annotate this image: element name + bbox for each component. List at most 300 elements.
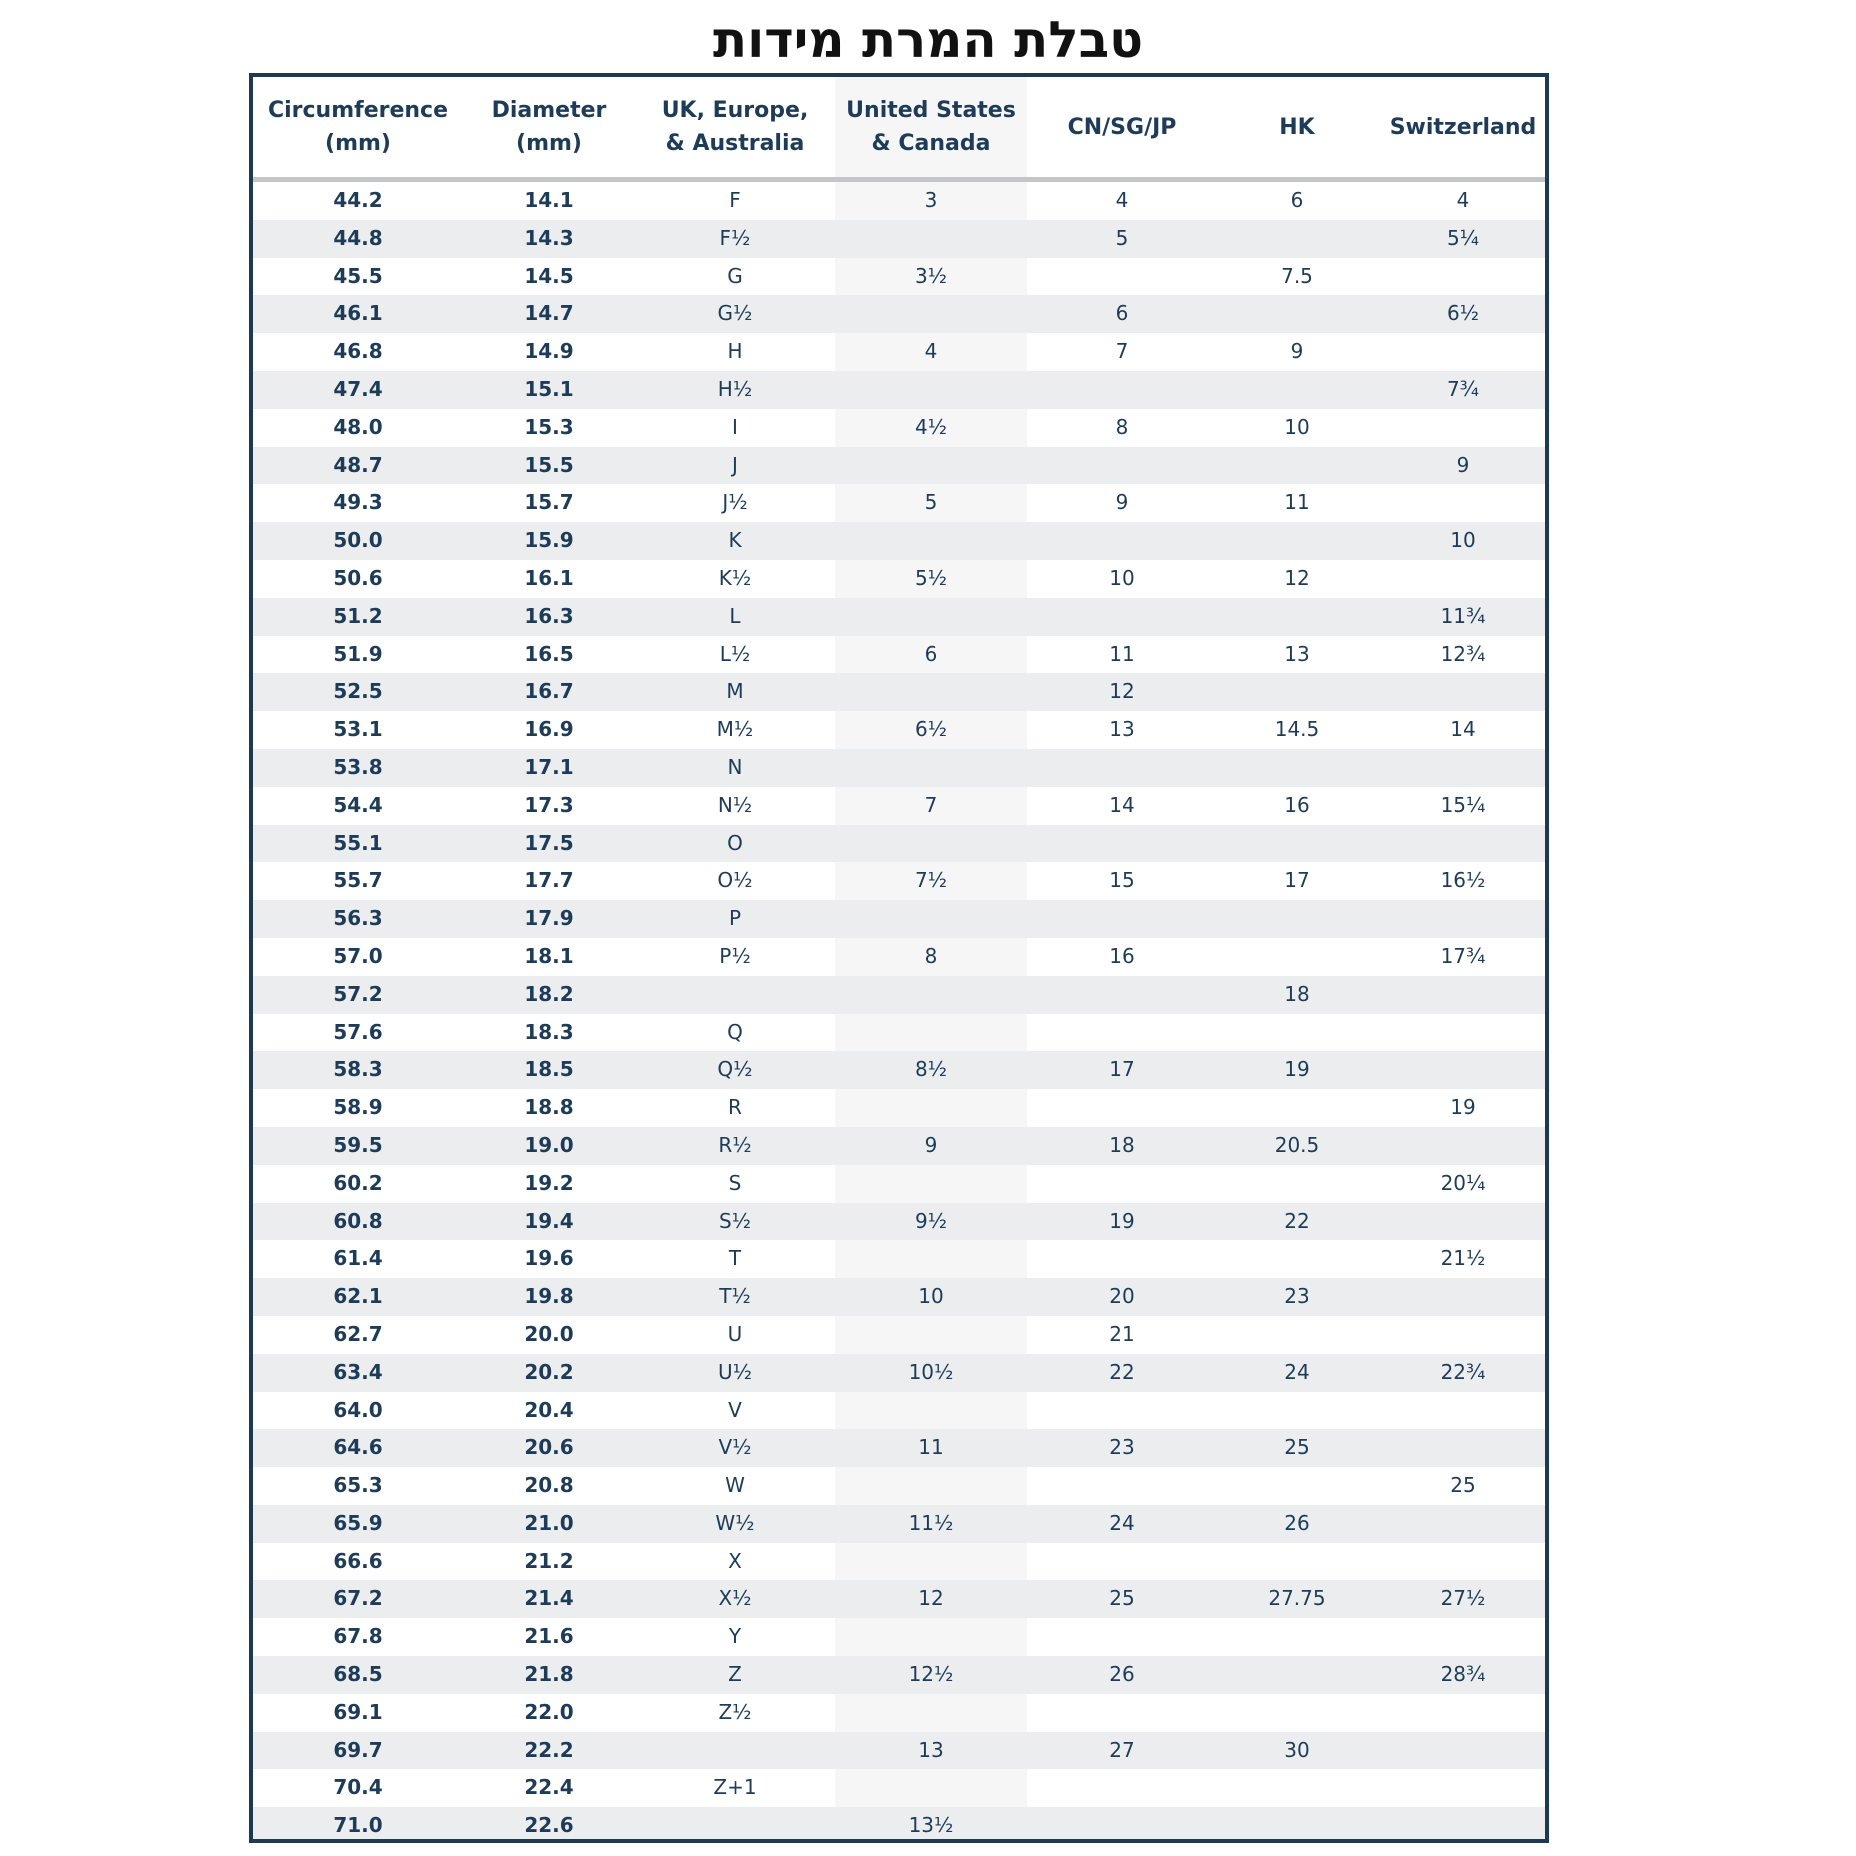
cell-col-diameter: 14.7 <box>524 301 574 326</box>
cell-col-circumference: 55.7 <box>333 868 383 893</box>
cell-col-hk <box>1217 1618 1377 1656</box>
header-col-circumference: Circumference (mm) <box>267 98 449 156</box>
cell-col-uk-europe-australia: M <box>726 679 744 704</box>
table-row <box>253 673 1545 711</box>
table-row <box>253 182 1545 220</box>
cell-col-hk <box>1217 900 1377 938</box>
cell-col-uk-europe-australia: S <box>728 1170 742 1195</box>
cell-col-cn-sg-jp: 17 <box>1109 1057 1135 1082</box>
cell-col-hk: 16 <box>1284 792 1310 817</box>
cell-col-diameter: 20.8 <box>524 1473 574 1498</box>
cell-col-hk <box>1217 1656 1377 1694</box>
cell-col-switzerland: 11¾ <box>1440 603 1486 628</box>
cell-col-switzerland <box>1377 1732 1549 1770</box>
cell-col-circumference: 65.9 <box>333 1510 383 1535</box>
cell-col-circumference: 48.7 <box>333 452 383 477</box>
cell-col-diameter: 16.1 <box>524 565 574 590</box>
cell-col-switzerland: 22¾ <box>1440 1359 1486 1384</box>
cell-col-uk-europe-australia: K½ <box>718 565 752 590</box>
table-row <box>253 1127 1545 1165</box>
cell-col-uk-europe-australia: U½ <box>717 1359 753 1384</box>
cell-col-us-canada <box>835 825 1027 863</box>
cell-col-diameter: 17.7 <box>524 868 574 893</box>
cell-col-circumference: 69.7 <box>333 1737 383 1762</box>
cell-col-diameter: 15.7 <box>524 490 574 515</box>
cell-col-circumference: 53.1 <box>333 717 383 742</box>
cell-col-circumference: 48.0 <box>333 414 383 439</box>
cell-col-switzerland <box>1377 1392 1549 1430</box>
cell-col-uk-europe-australia: G½ <box>717 301 753 326</box>
cell-col-switzerland <box>1377 258 1549 296</box>
table-row <box>253 1732 1545 1770</box>
cell-col-us-canada <box>835 1240 1027 1278</box>
cell-col-switzerland <box>1377 1127 1549 1165</box>
cell-col-switzerland <box>1377 1618 1549 1656</box>
cell-col-us-canada <box>835 1467 1027 1505</box>
table-row <box>253 447 1545 485</box>
cell-col-diameter: 20.6 <box>524 1435 574 1460</box>
cell-col-circumference: 55.1 <box>333 830 383 855</box>
cell-col-cn-sg-jp <box>1027 598 1217 636</box>
cell-col-switzerland: 28¾ <box>1440 1662 1486 1687</box>
cell-col-diameter: 20.0 <box>524 1321 574 1346</box>
cell-col-cn-sg-jp <box>1027 749 1217 787</box>
cell-col-hk: 19 <box>1284 1057 1310 1082</box>
cell-col-hk: 10 <box>1284 414 1310 439</box>
cell-col-switzerland <box>1377 900 1549 938</box>
cell-col-circumference: 63.4 <box>333 1359 383 1384</box>
cell-col-hk <box>1217 1165 1377 1203</box>
table-row <box>253 1354 1545 1392</box>
table-row <box>253 1203 1545 1241</box>
cell-col-hk <box>1217 1240 1377 1278</box>
cell-col-uk-europe-australia: O <box>727 830 743 855</box>
cell-col-uk-europe-australia: K <box>728 528 742 553</box>
cell-col-diameter: 21.0 <box>524 1510 574 1535</box>
cell-col-us-canada: 4½ <box>914 414 948 439</box>
cell-col-cn-sg-jp: 6 <box>1115 301 1129 326</box>
cell-col-hk: 22 <box>1284 1208 1310 1233</box>
cell-col-uk-europe-australia: H½ <box>717 376 753 401</box>
table-row <box>253 1392 1545 1430</box>
cell-col-us-canada <box>835 598 1027 636</box>
cell-col-cn-sg-jp <box>1027 1240 1217 1278</box>
cell-col-switzerland <box>1377 1769 1549 1807</box>
cell-col-circumference: 62.1 <box>333 1284 383 1309</box>
cell-col-switzerland: 7¾ <box>1446 376 1480 401</box>
cell-col-diameter: 22.2 <box>524 1737 574 1762</box>
cell-col-uk-europe-australia: W½ <box>715 1510 755 1535</box>
cell-col-cn-sg-jp <box>1027 447 1217 485</box>
cell-col-uk-europe-australia: P <box>728 906 742 931</box>
cell-col-hk: 13 <box>1284 641 1310 666</box>
cell-col-uk-europe-australia <box>635 1732 835 1770</box>
cell-col-diameter: 14.3 <box>524 225 574 250</box>
cell-col-diameter: 15.5 <box>524 452 574 477</box>
cell-col-diameter: 17.1 <box>524 754 574 779</box>
cell-col-uk-europe-australia: N½ <box>717 792 753 817</box>
cell-col-cn-sg-jp: 7 <box>1115 339 1129 364</box>
cell-col-hk: 17 <box>1284 868 1310 893</box>
cell-col-switzerland: 5¼ <box>1446 225 1480 250</box>
cell-col-diameter: 22.0 <box>524 1699 574 1724</box>
cell-col-us-canada: 9 <box>924 1132 938 1157</box>
cell-col-cn-sg-jp <box>1027 1467 1217 1505</box>
cell-col-hk <box>1217 1807 1377 1843</box>
cell-col-cn-sg-jp <box>1027 1769 1217 1807</box>
cell-col-uk-europe-australia: T½ <box>719 1284 751 1309</box>
cell-col-cn-sg-jp: 22 <box>1109 1359 1135 1384</box>
cell-col-us-canada: 6½ <box>914 717 948 742</box>
cell-col-uk-europe-australia: H <box>727 339 743 364</box>
cell-col-switzerland: 16½ <box>1440 868 1486 893</box>
cell-col-circumference: 53.8 <box>333 754 383 779</box>
table-row <box>253 560 1545 598</box>
cell-col-uk-europe-australia: M½ <box>716 717 754 742</box>
cell-col-diameter: 14.9 <box>524 339 574 364</box>
cell-col-switzerland: 10 <box>1450 528 1476 553</box>
cell-col-uk-europe-australia: T <box>728 1246 742 1271</box>
cell-col-us-canada <box>835 1165 1027 1203</box>
cell-col-cn-sg-jp <box>1027 825 1217 863</box>
cell-col-cn-sg-jp: 20 <box>1109 1284 1135 1309</box>
cell-col-us-canada <box>835 749 1027 787</box>
table-row <box>253 333 1545 371</box>
cell-col-circumference: 58.9 <box>333 1095 383 1120</box>
cell-col-uk-europe-australia: Q <box>727 1019 743 1044</box>
cell-col-uk-europe-australia: U <box>727 1321 743 1346</box>
cell-col-us-canada: 3½ <box>914 263 948 288</box>
cell-col-cn-sg-jp <box>1027 258 1217 296</box>
cell-col-us-canada <box>835 1089 1027 1127</box>
cell-col-hk: 11 <box>1284 490 1310 515</box>
cell-col-cn-sg-jp <box>1027 1543 1217 1581</box>
cell-col-circumference: 66.6 <box>333 1548 383 1573</box>
cell-col-hk <box>1217 598 1377 636</box>
cell-col-diameter: 19.8 <box>524 1284 574 1309</box>
cell-col-us-canada <box>835 371 1027 409</box>
table-row <box>253 371 1545 409</box>
table-row <box>253 1316 1545 1354</box>
cell-col-hk: 26 <box>1284 1510 1310 1535</box>
cell-col-switzerland: 4 <box>1456 188 1470 212</box>
table-row <box>253 1694 1545 1732</box>
cell-col-circumference: 69.1 <box>333 1699 383 1724</box>
cell-col-circumference: 68.5 <box>333 1662 383 1687</box>
table-row <box>253 258 1545 296</box>
table-row <box>253 1240 1545 1278</box>
header-col-cn-sg-jp: CN/SG/JP <box>1067 114 1177 140</box>
cell-col-uk-europe-australia <box>635 1807 835 1843</box>
cell-col-circumference: 60.8 <box>333 1208 383 1233</box>
cell-col-circumference: 54.4 <box>333 792 383 817</box>
table-row <box>253 900 1545 938</box>
cell-col-circumference: 45.5 <box>333 263 383 288</box>
cell-col-circumference: 59.5 <box>333 1132 383 1157</box>
cell-col-diameter: 18.8 <box>524 1095 574 1120</box>
cell-col-circumference: 44.2 <box>333 188 383 212</box>
table-row <box>253 409 1545 447</box>
cell-col-uk-europe-australia: V <box>728 1397 742 1422</box>
cell-col-switzerland: 27½ <box>1440 1586 1486 1611</box>
cell-col-diameter: 18.3 <box>524 1019 574 1044</box>
cell-col-us-canada <box>835 1618 1027 1656</box>
cell-col-hk: 14.5 <box>1274 717 1320 742</box>
cell-col-hk <box>1217 1392 1377 1430</box>
cell-col-uk-europe-australia: I <box>732 414 738 439</box>
cell-col-hk <box>1217 938 1377 976</box>
cell-col-switzerland: 6½ <box>1446 301 1480 326</box>
cell-col-circumference: 46.1 <box>333 301 383 326</box>
cell-col-uk-europe-australia: Z+1 <box>713 1775 757 1800</box>
cell-col-cn-sg-jp <box>1027 522 1217 560</box>
cell-col-us-canada: 7½ <box>914 868 948 893</box>
cell-col-cn-sg-jp <box>1027 976 1217 1014</box>
cell-col-us-canada: 5 <box>924 490 938 515</box>
cell-col-cn-sg-jp: 4 <box>1115 188 1129 212</box>
table-row <box>253 1429 1545 1467</box>
cell-col-circumference: 49.3 <box>333 490 383 515</box>
cell-col-switzerland: 25 <box>1450 1473 1476 1498</box>
cell-col-uk-europe-australia: O½ <box>717 868 753 893</box>
cell-col-diameter: 16.7 <box>524 679 574 704</box>
cell-col-hk: 24 <box>1284 1359 1310 1384</box>
cell-col-switzerland <box>1377 1694 1549 1732</box>
cell-col-diameter: 19.6 <box>524 1246 574 1271</box>
cell-col-hk <box>1217 1769 1377 1807</box>
cell-col-uk-europe-australia: S½ <box>718 1208 752 1233</box>
cell-col-cn-sg-jp <box>1027 1392 1217 1430</box>
cell-col-hk: 25 <box>1284 1435 1310 1460</box>
header-col-us-canada: United States & Canada <box>846 98 1016 156</box>
table-row <box>253 1014 1545 1052</box>
cell-col-hk: 12 <box>1284 565 1310 590</box>
cell-col-circumference: 71.0 <box>333 1813 383 1838</box>
cell-col-switzerland <box>1377 1505 1549 1543</box>
cell-col-hk: 27.75 <box>1268 1586 1326 1611</box>
header-col-switzerland: Switzerland <box>1389 114 1537 140</box>
cell-col-hk <box>1217 522 1377 560</box>
cell-col-switzerland <box>1377 1429 1549 1467</box>
cell-col-uk-europe-australia: X½ <box>718 1586 752 1611</box>
cell-col-uk-europe-australia: R½ <box>718 1132 752 1157</box>
cell-col-uk-europe-australia: G <box>727 263 743 288</box>
cell-col-switzerland: 12¾ <box>1440 641 1486 666</box>
cell-col-uk-europe-australia: Z½ <box>718 1699 752 1724</box>
cell-col-cn-sg-jp: 27 <box>1109 1737 1135 1762</box>
cell-col-cn-sg-jp <box>1027 1089 1217 1127</box>
cell-col-hk: 23 <box>1284 1284 1310 1309</box>
cell-col-circumference: 56.3 <box>333 906 383 931</box>
cell-col-cn-sg-jp: 15 <box>1109 868 1135 893</box>
table-row <box>253 1543 1545 1581</box>
cell-col-uk-europe-australia: L½ <box>719 641 751 666</box>
cell-col-hk: 9 <box>1290 339 1304 364</box>
table-row <box>253 1505 1545 1543</box>
table-row <box>253 1051 1545 1089</box>
table-row <box>253 1618 1545 1656</box>
table-body <box>253 182 1545 1843</box>
cell-col-cn-sg-jp: 14 <box>1109 792 1135 817</box>
cell-col-us-canada: 6 <box>924 641 938 666</box>
cell-col-diameter: 21.8 <box>524 1662 574 1687</box>
cell-col-hk <box>1217 1467 1377 1505</box>
cell-col-diameter: 14.1 <box>524 188 574 212</box>
cell-col-diameter: 20.4 <box>524 1397 574 1422</box>
cell-col-cn-sg-jp: 13 <box>1109 717 1135 742</box>
cell-col-circumference: 57.0 <box>333 943 383 968</box>
cell-col-us-canada <box>835 220 1027 258</box>
cell-col-circumference: 62.7 <box>333 1321 383 1346</box>
cell-col-us-canada <box>835 1316 1027 1354</box>
cell-col-us-canada: 3 <box>924 188 938 212</box>
cell-col-circumference: 52.5 <box>333 679 383 704</box>
cell-col-uk-europe-australia: Y <box>728 1624 742 1649</box>
cell-col-cn-sg-jp: 8 <box>1115 414 1129 439</box>
table-row <box>253 295 1545 333</box>
table-row <box>253 598 1545 636</box>
cell-col-diameter: 15.9 <box>524 528 574 553</box>
table-row <box>253 522 1545 560</box>
cell-col-us-canada: 9½ <box>914 1208 948 1233</box>
cell-col-us-canada <box>835 976 1027 1014</box>
cell-col-us-canada: 8½ <box>914 1057 948 1082</box>
cell-col-uk-europe-australia: J½ <box>722 490 748 515</box>
cell-col-us-canada <box>835 1392 1027 1430</box>
cell-col-diameter: 21.6 <box>524 1624 574 1649</box>
cell-col-cn-sg-jp: 16 <box>1109 943 1135 968</box>
cell-col-hk <box>1217 1316 1377 1354</box>
cell-col-switzerland <box>1377 1807 1549 1843</box>
cell-col-cn-sg-jp <box>1027 1618 1217 1656</box>
cell-col-cn-sg-jp: 11 <box>1109 641 1135 666</box>
cell-col-cn-sg-jp <box>1027 1165 1217 1203</box>
cell-col-us-canada <box>835 1014 1027 1052</box>
cell-col-switzerland: 21½ <box>1440 1246 1486 1271</box>
cell-col-cn-sg-jp: 23 <box>1109 1435 1135 1460</box>
cell-col-circumference: 64.0 <box>333 1397 383 1422</box>
page-title: טבלת המרת מידות <box>712 11 1144 69</box>
cell-col-us-canada: 7 <box>924 792 938 817</box>
cell-col-hk: 30 <box>1284 1737 1310 1762</box>
table-row <box>253 1580 1545 1618</box>
cell-col-switzerland: 14 <box>1450 717 1476 742</box>
cell-col-switzerland: 9 <box>1456 452 1470 477</box>
cell-col-uk-europe-australia: J <box>732 452 738 477</box>
table-row <box>253 1807 1545 1843</box>
table-row <box>253 711 1545 749</box>
table-row <box>253 938 1545 976</box>
table-row <box>253 1656 1545 1694</box>
cell-col-us-canada: 12 <box>918 1586 944 1611</box>
cell-col-us-canada: 12½ <box>908 1662 954 1687</box>
cell-col-cn-sg-jp <box>1027 1807 1217 1843</box>
table-row <box>253 825 1545 863</box>
cell-col-circumference: 46.8 <box>333 339 383 364</box>
cell-col-cn-sg-jp: 19 <box>1109 1208 1135 1233</box>
cell-col-us-canada <box>835 900 1027 938</box>
cell-col-uk-europe-australia: N <box>727 754 743 779</box>
cell-col-hk <box>1217 371 1377 409</box>
cell-col-switzerland <box>1377 560 1549 598</box>
cell-col-cn-sg-jp <box>1027 1014 1217 1052</box>
cell-col-hk <box>1217 1014 1377 1052</box>
cell-col-us-canada: 11½ <box>908 1510 954 1535</box>
cell-col-switzerland <box>1377 409 1549 447</box>
header-col-uk-europe-australia: UK, Europe, & Australia <box>661 98 809 156</box>
cell-col-diameter: 18.5 <box>524 1057 574 1082</box>
cell-col-us-canada: 8 <box>924 943 938 968</box>
cell-col-diameter: 17.5 <box>524 830 574 855</box>
cell-col-us-canada: 5½ <box>914 565 948 590</box>
cell-col-diameter: 22.4 <box>524 1775 574 1800</box>
cell-col-uk-europe-australia: F <box>729 188 741 212</box>
cell-col-us-canada <box>835 447 1027 485</box>
header-col-diameter: Diameter (mm) <box>491 98 607 156</box>
cell-col-circumference: 57.2 <box>333 981 383 1006</box>
cell-col-uk-europe-australia: Q½ <box>717 1057 753 1082</box>
table-row <box>253 1769 1545 1807</box>
cell-col-us-canada: 10 <box>918 1284 944 1309</box>
cell-col-cn-sg-jp: 9 <box>1115 490 1129 515</box>
size-conversion-table <box>249 73 1549 1843</box>
cell-col-diameter: 16.5 <box>524 641 574 666</box>
table-row <box>253 1165 1545 1203</box>
cell-col-hk: 7.5 <box>1281 263 1313 288</box>
cell-col-cn-sg-jp <box>1027 371 1217 409</box>
table-row <box>253 749 1545 787</box>
cell-col-uk-europe-australia <box>635 976 835 1014</box>
cell-col-circumference: 67.2 <box>333 1586 383 1611</box>
cell-col-diameter: 19.4 <box>524 1208 574 1233</box>
cell-col-us-canada <box>835 1543 1027 1581</box>
cell-col-circumference: 57.6 <box>333 1019 383 1044</box>
cell-col-uk-europe-australia: L <box>729 603 741 628</box>
table-row <box>253 976 1545 1014</box>
cell-col-switzerland <box>1377 1278 1549 1316</box>
cell-col-circumference: 50.6 <box>333 565 383 590</box>
cell-col-uk-europe-australia: R <box>728 1095 742 1120</box>
cell-col-hk <box>1217 295 1377 333</box>
cell-col-switzerland: 17¾ <box>1440 943 1486 968</box>
cell-col-cn-sg-jp <box>1027 1694 1217 1732</box>
cell-col-uk-europe-australia: P½ <box>719 943 751 968</box>
cell-col-cn-sg-jp: 21 <box>1109 1321 1135 1346</box>
cell-col-diameter: 15.3 <box>524 414 574 439</box>
cell-col-circumference: 65.3 <box>333 1473 383 1498</box>
cell-col-cn-sg-jp: 12 <box>1109 679 1135 704</box>
cell-col-cn-sg-jp: 5 <box>1115 225 1129 250</box>
cell-col-diameter: 14.5 <box>524 263 574 288</box>
cell-col-switzerland <box>1377 333 1549 371</box>
cell-col-circumference: 67.8 <box>333 1624 383 1649</box>
cell-col-switzerland <box>1377 1014 1549 1052</box>
cell-col-us-canada <box>835 673 1027 711</box>
cell-col-hk: 20.5 <box>1274 1132 1320 1157</box>
cell-col-cn-sg-jp: 24 <box>1109 1510 1135 1535</box>
cell-col-cn-sg-jp: 26 <box>1109 1662 1135 1687</box>
cell-col-diameter: 21.2 <box>524 1548 574 1573</box>
cell-col-switzerland: 20¼ <box>1440 1170 1486 1195</box>
cell-col-us-canada <box>835 522 1027 560</box>
cell-col-circumference: 51.2 <box>333 603 383 628</box>
cell-col-cn-sg-jp <box>1027 900 1217 938</box>
cell-col-switzerland <box>1377 1543 1549 1581</box>
cell-col-switzerland: 15¼ <box>1440 792 1486 817</box>
cell-col-diameter: 19.2 <box>524 1170 574 1195</box>
cell-col-uk-europe-australia: V½ <box>718 1435 752 1460</box>
cell-col-us-canada: 13 <box>918 1737 944 1762</box>
